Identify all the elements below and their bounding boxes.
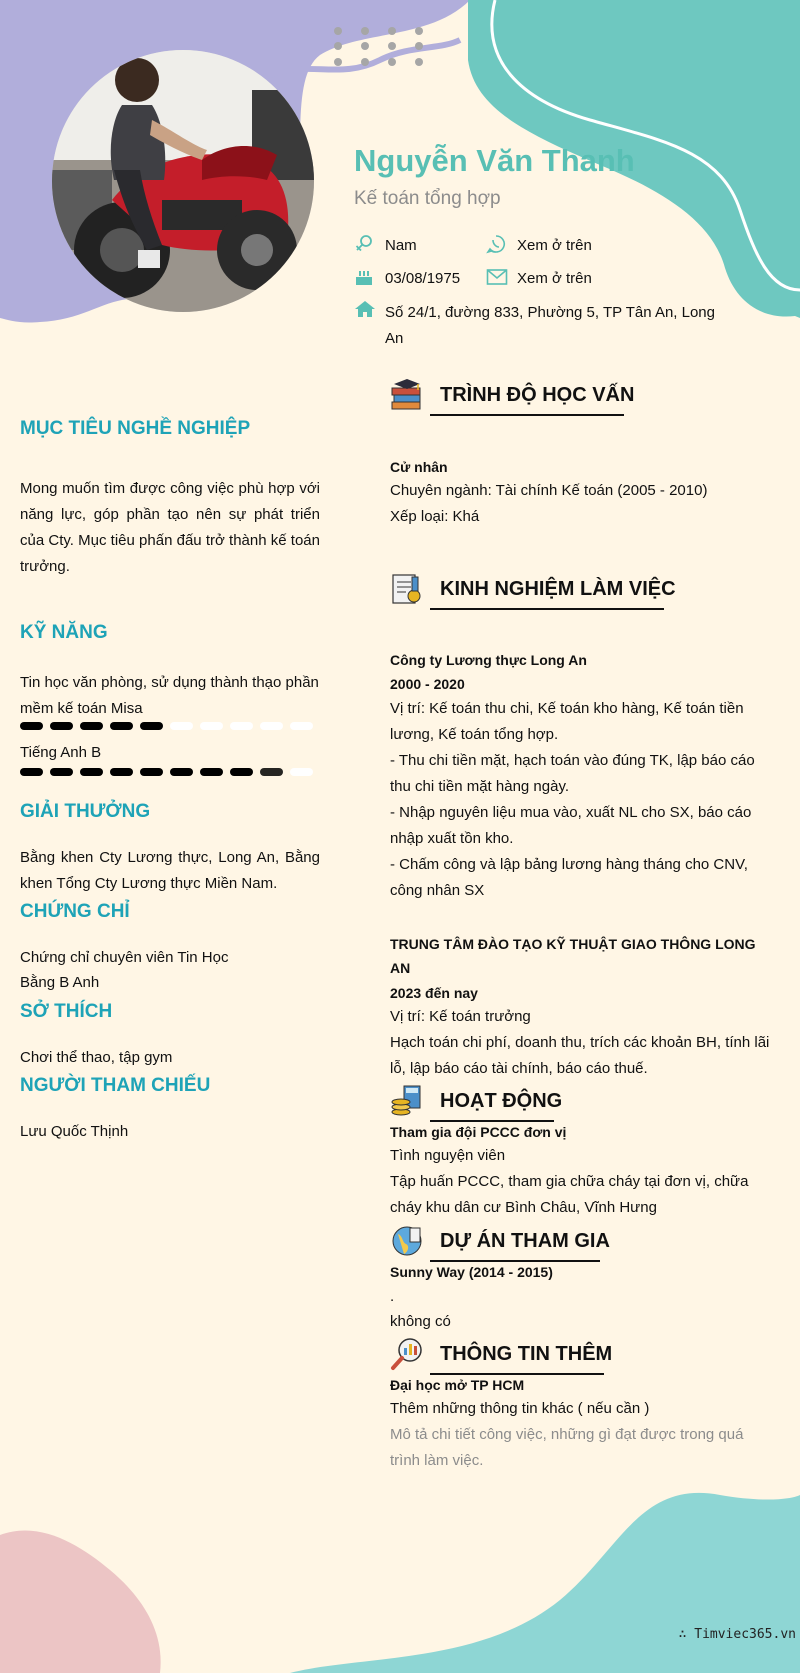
skill-1-segment — [170, 722, 193, 730]
skill-1-segment — [50, 722, 73, 730]
address-line-1: Số 24/1, đường 833, Phường 5, TP Tân An, Long — [385, 304, 715, 321]
skill-2-segment — [110, 768, 133, 776]
certificate-1: Chứng chỉ chuyên viên Tin Học — [20, 949, 229, 966]
skill-1-level-bar — [20, 720, 320, 732]
additional-title: Đại học mở TP HCM — [390, 1377, 525, 1393]
education-heading: TRÌNH ĐỘ HỌC VẤN — [440, 384, 635, 406]
additional-heading: THÔNG TIN THÊM — [440, 1343, 613, 1365]
project-text: không có — [390, 1313, 451, 1330]
job-1-line-1: Vị trí: Kế toán thu chi, Kế toán kho hàng, Kế toán tiền lương, Kế toán tổng hợp. — [390, 700, 744, 743]
skill-2-segment — [290, 768, 313, 776]
education-degree: Cử nhân — [390, 459, 448, 475]
objective-text: Mong muốn tìm được công việc phù hợp với năng lực, góp phần tạo nên sự phát triển của Cty. Mục tiêu phấn đấu trở thành kế toán trưởng. — [20, 480, 320, 575]
skill-1-segment — [110, 722, 133, 730]
hobbies-heading: SỞ THÍCH — [20, 1001, 113, 1022]
awards-text: Bằng khen Cty Lương thực, Long An, Bằng khen Tổng Cty Lương thực Miền Nam. — [20, 849, 320, 892]
objective-heading: MỤC TIÊU NGHỀ NGHIỆP — [20, 418, 251, 439]
hobbies-text: Chơi thể thao, tập gym — [20, 1049, 173, 1066]
job-title: Kế toán tổng hợp — [354, 188, 501, 209]
activity-title: Tham gia đội PCCC đơn vị — [390, 1124, 567, 1140]
activity-text: Tập huấn PCCC, tham gia chữa cháy tại đơn vị, chữa cháy khu dân cư Bình Châu, Vĩnh Hưng — [390, 1173, 749, 1216]
profile-photo — [52, 50, 314, 312]
education-heading-underline — [430, 414, 624, 416]
job-2-company: TRUNG TÂM ĐÀO TẠO KỸ THUẬT GIAO THÔNG LONG AN — [390, 936, 756, 976]
job-2-period: 2023 đến nay — [390, 985, 478, 1001]
references-text: Lưu Quốc Thịnh — [20, 1123, 129, 1140]
certificates-heading: CHỨNG CHỈ — [20, 901, 130, 922]
skill-1-segment — [20, 722, 43, 730]
home-icon — [354, 300, 376, 318]
certificate-2: Bằng B Anh — [20, 974, 100, 991]
envelope-icon — [486, 268, 508, 286]
job-1-company: Công ty Lương thực Long An — [390, 652, 587, 668]
gender-value: Nam — [385, 237, 417, 254]
dot-grid-decoration — [330, 24, 430, 74]
certificate-icon — [390, 572, 424, 606]
profile-photo-image — [52, 50, 314, 312]
awards-heading: GIẢI THƯỞNG — [20, 801, 151, 822]
projects-heading: DỰ ÁN THAM GIA — [440, 1230, 610, 1252]
skill-2-level-bar — [20, 766, 320, 778]
skill-1-segment — [230, 722, 253, 730]
additional-text: Thêm những thông tin khác ( nếu cần ) — [390, 1400, 650, 1417]
candidate-name: Nguyễn Văn Thanh — [354, 143, 635, 178]
references-heading: NGƯỜI THAM CHIẾU — [20, 1075, 211, 1096]
birthday-cake-icon — [354, 267, 374, 287]
activities-heading: HOẠT ĐỘNG — [440, 1090, 563, 1112]
job-2-line-1: Vị trí: Kế toán trưởng — [390, 1008, 531, 1025]
skill-2-segment — [200, 768, 223, 776]
education-rank: Xếp loại: Khá — [390, 508, 480, 525]
experience-heading-underline — [430, 608, 664, 610]
skill-1-segment — [200, 722, 223, 730]
project-title: Sunny Way (2014 - 2015) — [390, 1264, 553, 1280]
additional-placeholder: Mô tả chi tiết công việc, những gì đạt được trong quá trình làm việc. — [390, 1426, 744, 1469]
experience-heading: KINH NGHIỆM LÀM VIỆC — [440, 578, 676, 600]
footer-brand: ∴ Timviec365.vn — [678, 1627, 796, 1642]
skill-2-segment — [80, 768, 103, 776]
address-line-2: An — [385, 330, 404, 347]
skills-heading: KỸ NĂNG — [20, 622, 108, 643]
phone-value: Xem ở trên — [517, 237, 592, 254]
activity-role: Tình nguyện viên — [390, 1147, 506, 1164]
job-1-line-2: - Thu chi tiền mặt, hạch toán vào đúng TK, lập báo cáo thu chi tiền mặt hàng ngày. — [390, 752, 755, 795]
coins-calculator-icon — [390, 1084, 424, 1118]
education-major: Chuyên ngành: Tài chính Kế toán (2005 - 2010) — [390, 482, 708, 499]
magnifier-chart-icon — [390, 1337, 424, 1371]
job-1-line-4: - Chấm công và lập bảng lương hàng tháng cho CNV, công nhân SX — [390, 856, 748, 899]
skill-2-segment — [170, 768, 193, 776]
email-value: Xem ở trên — [517, 270, 592, 287]
skill-2-segment — [140, 768, 163, 776]
project-dot: . — [390, 1288, 395, 1305]
job-2-line-2: Hạch toán chi phí, doanh thu, trích các khoản BH, tính lãi lỗ, lập báo cáo tài chính, báo cáo thuế. — [390, 1034, 770, 1077]
skill-1-name: Tin học văn phòng, sử dụng thành thạo phần mềm kế toán Misa — [20, 674, 319, 717]
phone-icon — [486, 234, 506, 254]
skill-2-segment — [230, 768, 253, 776]
skill-1-segment — [290, 722, 313, 730]
birthdate-value: 03/08/1975 — [385, 270, 461, 287]
books-icon — [390, 378, 424, 412]
job-1-line-3: - Nhập nguyên liệu mua vào, xuất NL cho SX, báo cáo nhập xuất tồn kho. — [390, 804, 752, 847]
job-1-period: 2000 - 2020 — [390, 676, 465, 692]
skill-1-segment — [260, 722, 283, 730]
skill-2-segment — [20, 768, 43, 776]
globe-icon — [390, 1224, 424, 1258]
skill-1-segment — [140, 722, 163, 730]
skill-2-segment — [50, 768, 73, 776]
skill-2-name: Tiếng Anh B — [20, 744, 102, 761]
skill-1-segment — [80, 722, 103, 730]
skill-2-segment — [260, 768, 283, 776]
gender-icon — [354, 234, 374, 254]
